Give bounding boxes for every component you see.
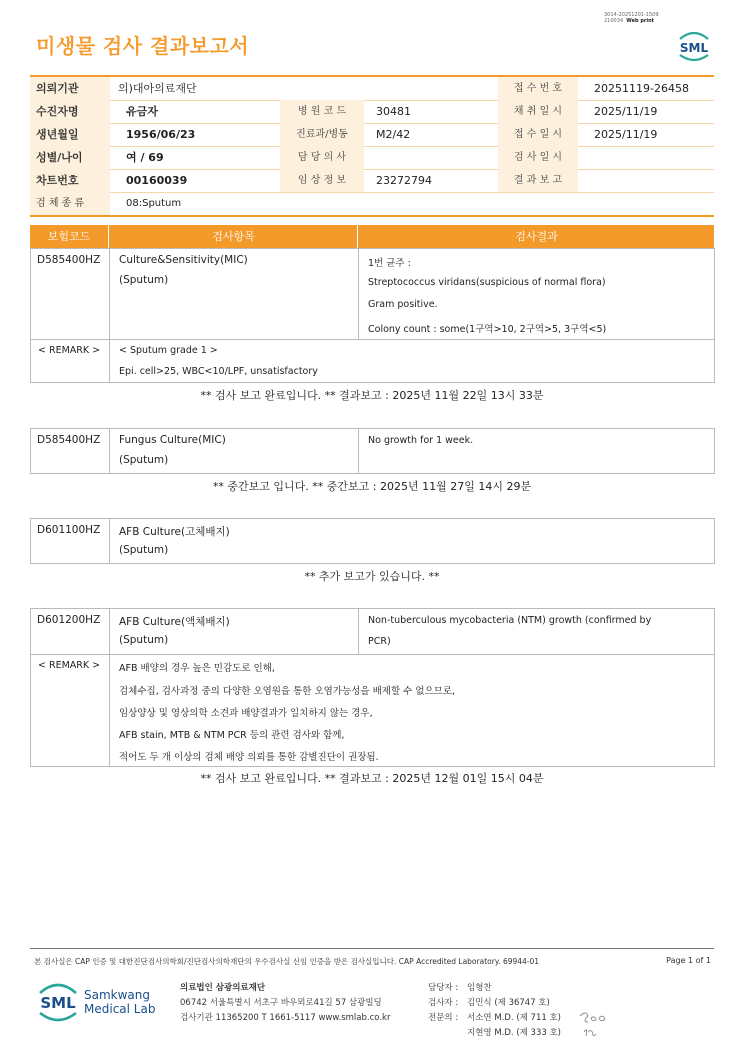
test-item-specimen: (Sputum)	[119, 454, 169, 466]
test-result	[358, 609, 714, 654]
footer-logo-name	[84, 988, 155, 1016]
requester-value: 의)대아의료재단	[118, 82, 197, 95]
dept-label: 진료과/병동	[280, 123, 364, 146]
test-item-specimen: (Sputum)	[119, 274, 169, 286]
print-label: Web print	[626, 18, 655, 24]
test-result	[358, 249, 714, 339]
remark-line: 임상양상 및 영상의학 소견과 배양결과가 일치하지 않는 경우,	[119, 708, 373, 719]
remark-line: AFB stain, MTB & NTM PCR 등의 관련 검사와 함께,	[119, 730, 345, 741]
status-line: ** 검사 보고 완료입니다. ** 결과보고 : 2025년 11월 22일 13시 33분	[200, 389, 544, 402]
test-item-name: AFB Culture(고체배지)	[119, 526, 230, 538]
test-block-4	[30, 608, 715, 767]
header-item: 검사항목	[108, 225, 358, 248]
page-number: Page 1 of 1	[666, 956, 711, 965]
requester-label: 의뢰기관	[30, 77, 110, 100]
header-result: 검사결과	[357, 225, 715, 248]
test-code-text: D585400HZ	[37, 254, 101, 266]
sex-age-value: 여 / 69	[126, 151, 164, 164]
result-line: PCR)	[368, 636, 391, 647]
result-line: Streptococcus viridans(suspicious of normal flora)	[368, 277, 606, 288]
receipt-no-value: 20251119-26458	[594, 82, 689, 95]
tester-label: 검사자 :	[428, 998, 459, 1008]
test-item-name: Fungus Culture(MIC)	[119, 434, 226, 446]
remark-line: 검체수집, 검사과정 중의 다양한 오염원을 통한 오염가능성을 배제할 수 없으므로,	[119, 686, 456, 697]
remark-label: < REMARK >	[38, 345, 101, 356]
footer-divider	[30, 948, 714, 949]
test-code-text: D601100HZ	[37, 524, 101, 536]
document-code-2: 210034	[604, 18, 624, 24]
info-row-name	[30, 100, 714, 124]
test-code	[31, 249, 115, 339]
test-code-text: D601200HZ	[37, 614, 101, 626]
document-code-line1: 3014-20251201-1509	[604, 12, 659, 18]
test-code	[31, 429, 115, 473]
hospital-code-label: 병 원 코 드	[280, 100, 364, 123]
manager-value: 임형찬	[467, 983, 492, 993]
sml-footer-logo-icon	[36, 979, 80, 1023]
info-row-birth	[30, 123, 714, 147]
receipt-date-value: 2025/11/19	[594, 128, 658, 141]
report-label: 결 과 보 고	[498, 169, 578, 192]
sml-logo-icon	[676, 27, 712, 63]
test-block-2	[30, 428, 715, 474]
page-title: 미생물 검사 결과보고서	[36, 34, 250, 58]
doctor-label: 담 당 의 사	[280, 146, 364, 169]
test-block-1	[30, 248, 715, 383]
info-row-requester	[30, 75, 714, 101]
document-code-line2	[604, 18, 659, 24]
tester-value: 김민식 (제 36747 호)	[467, 998, 550, 1008]
test-code	[31, 609, 115, 654]
manager-label: 담당자 :	[428, 983, 459, 993]
sex-age-label: 성별/나이	[30, 146, 110, 169]
result-table-header	[30, 225, 714, 248]
test-item	[109, 609, 359, 654]
test-item-specimen: (Sputum)	[119, 634, 169, 646]
info-row-sex-age	[30, 146, 714, 170]
result-line: Colony count : some(1구역>10, 2구역>5, 3구역<5)	[368, 324, 607, 335]
remark-line: < Sputum grade 1 >	[119, 345, 218, 356]
birth-value: 1956/06/23	[126, 128, 196, 141]
specialist-1: 서소연 M.D. (제 711 호)	[467, 1013, 562, 1023]
hospital-code-value: 30481	[376, 105, 411, 118]
test-date-value	[586, 146, 594, 169]
document-code	[604, 12, 659, 24]
chart-value: 00160039	[126, 174, 188, 187]
specimen-label: 검 체 종 류	[30, 192, 110, 215]
report-value	[586, 169, 594, 192]
collect-date-label: 채 취 일 시	[498, 100, 578, 123]
status-line: ** 추가 보고가 있습니다. **	[304, 570, 440, 583]
remark-line: Epi. cell>25, WBC<10/LPF, unsatisfactory	[119, 366, 318, 377]
footer-logo	[36, 979, 156, 1023]
footer-logo-text: SML	[40, 994, 76, 1012]
org-contact: 검사기관 11365200 T 1661-5117 www.smlab.co.kr	[180, 1013, 391, 1023]
test-block-3	[30, 518, 715, 564]
collect-date-value: 2025/11/19	[594, 105, 658, 118]
footer-logo-sub1: Samkwang	[84, 988, 150, 1002]
dept-value: M2/42	[376, 128, 411, 141]
remark-line: AFB 배양의 경우 높은 민감도로 인해,	[119, 663, 275, 674]
clinical-label: 임 상 정 보	[280, 169, 364, 192]
doctor-value	[368, 146, 376, 169]
name-value: 유금자	[126, 105, 158, 118]
birth-label: 생년월일	[30, 123, 110, 146]
result-line: Gram positive.	[368, 299, 438, 310]
name-label: 수진자명	[30, 100, 110, 123]
test-date-label: 검 사 일 시	[498, 146, 578, 169]
test-item-name: AFB Culture(액체배지)	[119, 616, 230, 628]
info-row-specimen	[30, 192, 714, 217]
specialist-label: 전문의 :	[428, 1013, 459, 1023]
info-row-chart	[30, 169, 714, 193]
chart-label: 차트번호	[30, 169, 110, 192]
test-result	[358, 429, 714, 473]
sml-logo-text: SML	[679, 41, 709, 55]
test-code-text: D585400HZ	[37, 434, 101, 446]
org-name: 의료법인 삼광의료재단	[180, 983, 266, 993]
result-line: No growth for 1 week.	[368, 435, 474, 446]
test-item	[109, 519, 714, 563]
test-item-name: Culture&Sensitivity(MIC)	[119, 254, 248, 266]
result-line: Non-tuberculous mycobacteria (NTM) growth (confirmed by	[368, 615, 652, 626]
test-item	[109, 429, 359, 473]
test-code	[31, 519, 115, 563]
footer-note: 본 검사실은 CAP 인증 및 대한진단검사의학회/진단검사의학재단의 우수검사실 신임 인증을 받은 검사실입니다. CAP Accredited Laboratory. 69944-01	[34, 957, 540, 966]
remark-label: < REMARK >	[38, 660, 101, 671]
remark-line: 적어도 두 개 이상의 검체 배양 의뢰를 통한 감별진단이 권장됨.	[119, 752, 379, 763]
signature-icon	[576, 1008, 612, 1040]
footer-logo-sub2: Medical Lab	[84, 1002, 156, 1016]
receipt-no-label: 접 수 번 호	[498, 77, 578, 100]
header-code: 보험코드	[47, 230, 91, 243]
test-item	[109, 249, 359, 339]
result-line: 1번 균주 :	[368, 258, 411, 269]
receipt-date-label: 접 수 일 시	[498, 123, 578, 146]
status-line: ** 중간보고 입니다. ** 중간보고 : 2025년 11월 27일 14시 29분	[212, 480, 532, 493]
specialist-2: 지현영 M.D. (제 333 호)	[467, 1028, 562, 1038]
status-line: ** 검사 보고 완료입니다. ** 결과보고 : 2025년 12월 01일 15시 04분	[200, 772, 544, 785]
org-address: 06742 서울특별시 서초구 바우뫼로41길 57 삼광빌딩	[180, 998, 382, 1008]
clinical-value: 23272794	[376, 174, 432, 187]
test-item-specimen: (Sputum)	[119, 544, 169, 556]
specimen-value: 08:Sputum	[126, 198, 182, 209]
